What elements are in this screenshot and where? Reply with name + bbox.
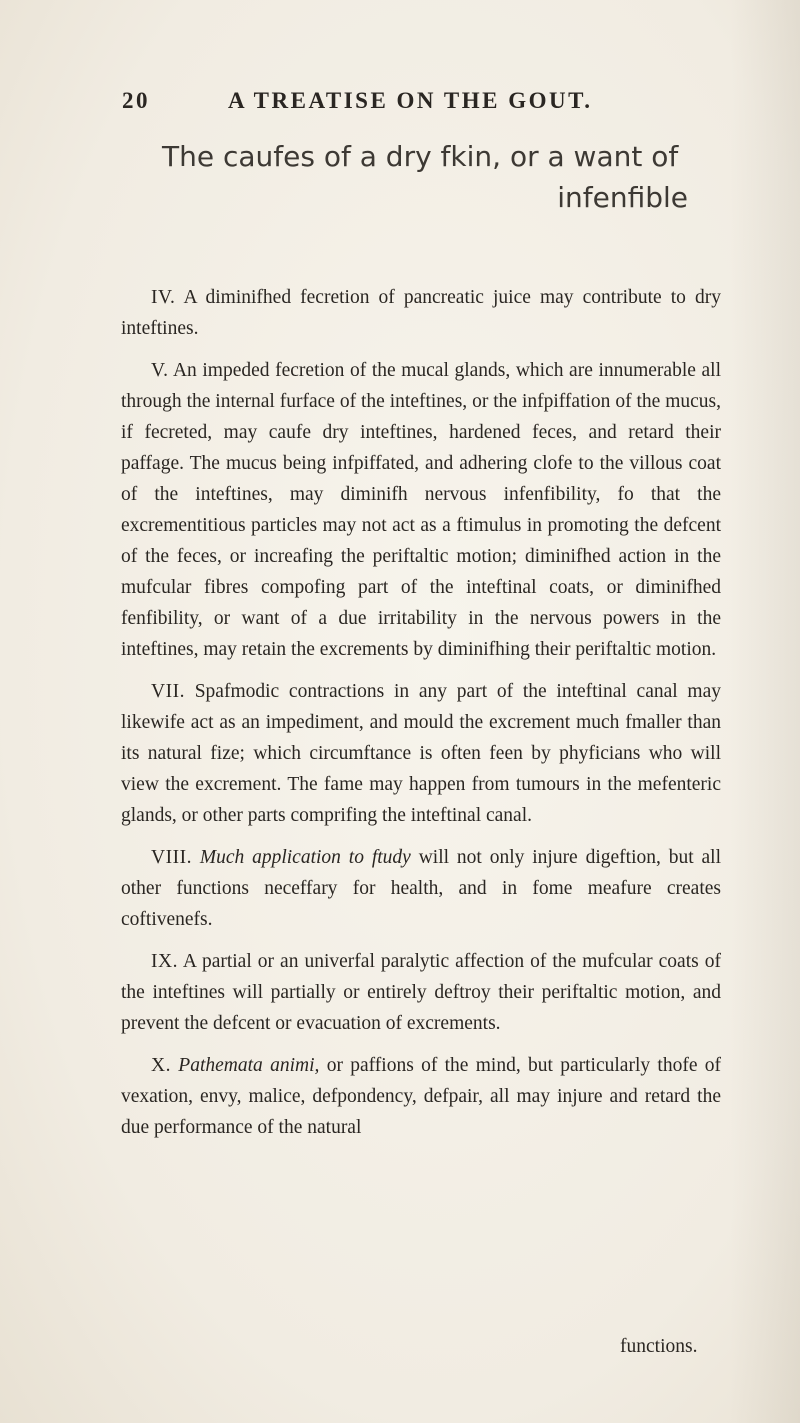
paragraph-number: X. <box>151 1055 171 1076</box>
paragraph-italic-phrase: Pathemata animi, <box>178 1055 320 1076</box>
paragraph-text: A diminifhed fecretion of pancreatic juice may contribute to dry inteftines. <box>121 287 721 339</box>
paragraph-text: An impeded fecretion of the mucal glands, which are innumerable all through the internal furface of the inteftines, or the infpiffation of the mucus, if fecreted, may caufe dry inteftines, hardened feces, and retard their paffage. The mucus being infpiffated, and adhering clofe to the villous coat of the inteftines, may diminifh nervous infenfibility, fo that the excrementitious particles may not act as a ftimulus in promoting the defcent of the feces, or increafing the periftaltic motion; diminifhed action in the mufcular fibres compofing part of the inteftinal coats, or diminifhed fenfibility, or want of a due irritability in the nervous powers in the inteftines, may retain the excrements by diminifhing their periftaltic motion. <box>121 360 721 660</box>
paragraph-iv <box>121 282 721 344</box>
running-title: A TREATISE ON THE GOUT. <box>228 88 593 113</box>
page-number: 20 <box>122 88 150 113</box>
paragraph-text: will not only injure digeftion, but all other functions neceffary for health, and in fome meafure creates coftivenefs. <box>121 847 722 930</box>
paragraph-text: A partial or an univerfal paralytic affection of the mufcular coats of the inteftines will partially or entirely deftroy their periftaltic motion, and prevent the defcent or evacuation of excrements. <box>121 951 721 1034</box>
heading-line-1: The caufes of a dry fkin, or a want of <box>162 140 679 173</box>
paragraph-vii <box>121 676 721 831</box>
heading-line-2: infenfible <box>557 181 688 214</box>
paragraph-text: or paffions of the mind, but particularly thofe of vexation, envy, malice, defpondency, defpair, all may injure and retard the due performance of the natural <box>121 1055 722 1138</box>
paragraph-v <box>121 355 721 665</box>
paragraph-number: IX. <box>151 951 178 972</box>
body-text <box>121 282 721 1154</box>
paragraph-number: VIII. <box>151 847 192 868</box>
paragraph-number: VII. <box>151 681 185 702</box>
paragraph-viii <box>121 842 721 935</box>
paragraph-italic-phrase: Much application to ftudy <box>199 847 411 868</box>
paragraph-text: Spafmodic contractions in any part of the inteftinal canal may likewife act as an impediment, and mould the excrement much fmaller than its natural fize; which circumftance is often feen by phyficians who will view the excrement. The fame may happen from tumours in the mefenteric glands, or other parts comprifing the inteftinal canal. <box>121 681 721 826</box>
section-heading <box>162 140 722 214</box>
paragraph-number: IV. <box>151 287 176 308</box>
page-edge-shadow <box>730 0 800 1423</box>
paragraph-ix <box>121 946 721 1039</box>
paragraph-number: V. <box>151 360 169 381</box>
catchword: functions. <box>620 1336 698 1357</box>
paragraph-x <box>121 1050 721 1143</box>
running-header <box>122 88 722 122</box>
